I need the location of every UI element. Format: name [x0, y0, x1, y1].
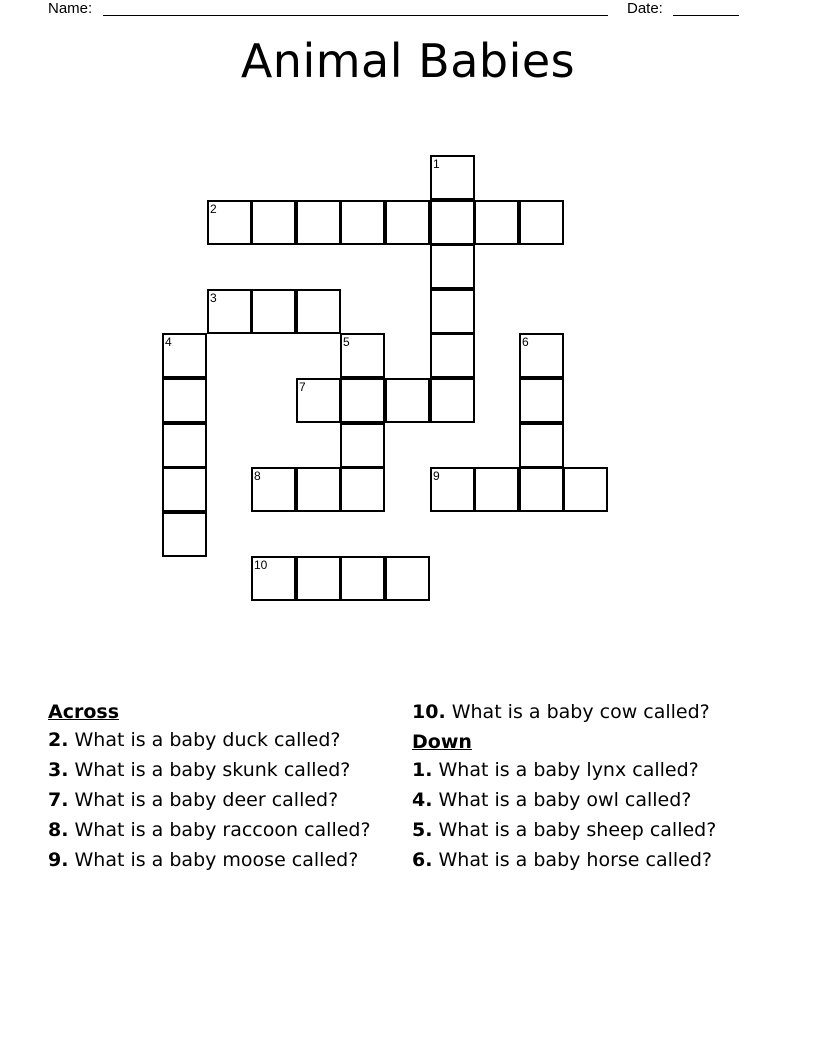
cell-number: 2 [210, 202, 217, 216]
grid-cell[interactable] [519, 200, 564, 245]
clue-number: 10. [412, 701, 446, 723]
grid-cell[interactable] [430, 333, 475, 378]
clue-down-5 [412, 819, 772, 841]
grid-cell[interactable] [430, 289, 475, 334]
clue-number: 6. [412, 849, 433, 871]
clue-text: What is a baby moose called? [74, 849, 359, 871]
clue-text: What is a baby sheep called? [438, 819, 717, 841]
clue-number: 1. [412, 759, 433, 781]
grid-cell[interactable] [385, 200, 430, 245]
clue-number: 5. [412, 819, 433, 841]
across-heading: Across [48, 701, 120, 723]
clue-across-3 [48, 759, 388, 781]
clue-number: 3. [48, 759, 69, 781]
clue-number: 7. [48, 789, 69, 811]
clue-across-9 [48, 849, 388, 871]
clue-across-10 [412, 701, 772, 723]
clue-number: 4. [412, 789, 433, 811]
clue-text: What is a baby lynx called? [438, 759, 699, 781]
clue-across-2 [48, 729, 388, 751]
grid-cell[interactable] [296, 467, 341, 512]
grid-cell[interactable] [340, 378, 385, 423]
grid-cell[interactable] [474, 467, 519, 512]
grid-cell[interactable] [340, 333, 385, 378]
grid-cell[interactable] [474, 200, 519, 245]
grid-cell[interactable] [340, 423, 385, 468]
grid-cell[interactable] [162, 378, 207, 423]
grid-cell[interactable] [430, 378, 475, 423]
clue-text: What is a baby owl called? [438, 789, 692, 811]
grid-cell[interactable] [251, 467, 296, 512]
grid-cell[interactable] [563, 467, 608, 512]
down-heading: Down [412, 731, 472, 753]
cell-number: 7 [299, 380, 306, 394]
grid-cell[interactable] [340, 556, 385, 601]
grid-cell[interactable] [296, 200, 341, 245]
grid-cell[interactable] [430, 467, 475, 512]
grid-cell[interactable] [207, 289, 252, 334]
clues-column-right [412, 701, 772, 879]
cell-number: 5 [343, 335, 350, 349]
clue-across-8 [48, 819, 388, 841]
grid-cell[interactable] [430, 155, 475, 200]
cell-number: 6 [522, 335, 529, 349]
puzzle-title: Animal Babies [240, 34, 576, 88]
grid-cell[interactable] [207, 200, 252, 245]
clue-text: What is a baby horse called? [438, 849, 712, 871]
grid-cell[interactable] [162, 423, 207, 468]
grid-cell[interactable] [519, 333, 564, 378]
clue-across-7 [48, 789, 388, 811]
grid-cell[interactable] [519, 467, 564, 512]
grid-cell[interactable] [519, 423, 564, 468]
clue-text: What is a baby raccoon called? [74, 819, 371, 841]
grid-cell[interactable] [430, 200, 475, 245]
clue-down-1 [412, 759, 772, 781]
grid-cell[interactable] [162, 333, 207, 378]
cell-number: 1 [433, 157, 440, 171]
clue-text: What is a baby duck called? [74, 729, 341, 751]
grid-cell[interactable] [296, 289, 341, 334]
clue-down-4 [412, 789, 772, 811]
grid-cell[interactable] [296, 378, 341, 423]
clue-text: What is a baby skunk called? [74, 759, 351, 781]
grid-cell[interactable] [385, 378, 430, 423]
clue-number: 8. [48, 819, 69, 841]
cell-number: 3 [210, 291, 217, 305]
clue-number: 2. [48, 729, 69, 751]
clues-column-left [48, 701, 388, 879]
name-label: Name: [48, 0, 93, 17]
grid-cell[interactable] [251, 200, 296, 245]
clue-down-6 [412, 849, 772, 871]
grid-cell[interactable] [251, 289, 296, 334]
grid-cell[interactable] [430, 244, 475, 289]
clue-text: What is a baby deer called? [74, 789, 339, 811]
grid-cell[interactable] [162, 467, 207, 512]
grid-cell[interactable] [162, 512, 207, 557]
cell-number: 4 [165, 335, 172, 349]
grid-cell[interactable] [519, 378, 564, 423]
clue-number: 9. [48, 849, 69, 871]
cell-number: 8 [254, 469, 261, 483]
grid-cell[interactable] [340, 467, 385, 512]
date-label: Date: [627, 0, 663, 17]
cell-number: 9 [433, 469, 440, 483]
grid-cell[interactable] [251, 556, 296, 601]
cell-number: 10 [254, 558, 268, 572]
grid-cell[interactable] [385, 556, 430, 601]
clue-text: What is a baby cow called? [451, 701, 710, 723]
grid-cell[interactable] [296, 556, 341, 601]
grid-cell[interactable] [340, 200, 385, 245]
